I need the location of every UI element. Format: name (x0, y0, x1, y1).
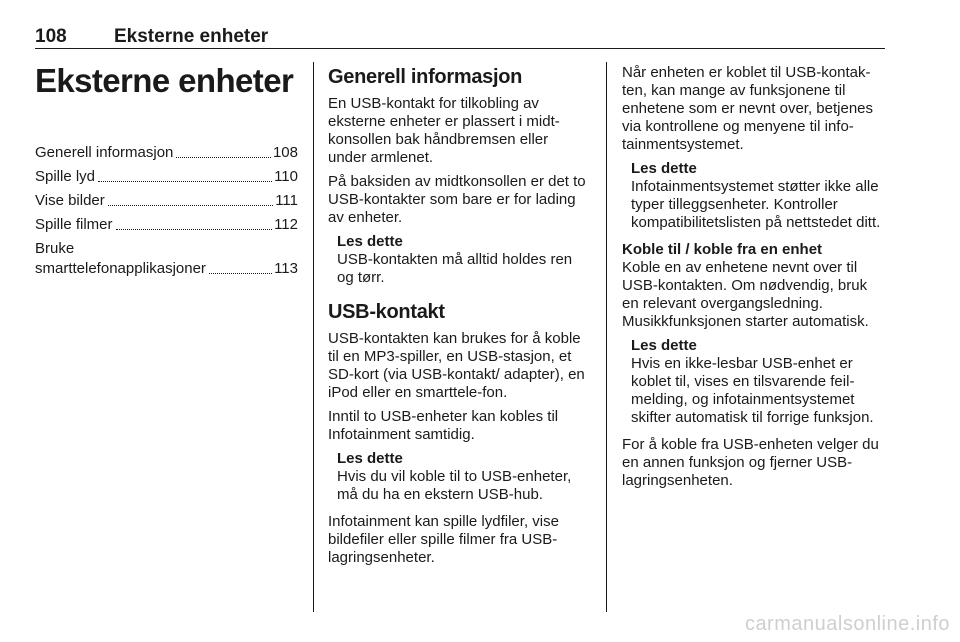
column-divider (606, 62, 607, 612)
paragraph: For å koble fra USB-enheten velger du en annen funksjon og fjerner USB-lagringsenheten. (622, 436, 879, 489)
note-heading: Les dette (631, 337, 697, 354)
toc-label: Spille filmer (35, 216, 113, 233)
watermark: carmanualsonline.info (744, 613, 950, 635)
toc-label: Vise bilder (35, 192, 105, 209)
toc-entry[interactable] (35, 167, 298, 187)
toc-leader (108, 205, 273, 206)
toc-entry[interactable] (35, 239, 298, 279)
note-body: Hvis du vil koble til to USB-enheter, må du ha en ekstern USB-hub. (337, 468, 572, 503)
column-3 (622, 64, 886, 496)
chapter-title: Eksterne enheter (35, 62, 294, 99)
toc-page: 113 (274, 260, 298, 277)
toc-entry[interactable] (35, 191, 298, 211)
toc-label: Generell informasjon (35, 144, 174, 161)
toc-leader (176, 157, 271, 158)
note-body: Infotainmentsystemet støtter ikke alle typer tilleggsenheter. Kontroller kompatibilitetslisten på nettstedet ditt. (631, 178, 881, 231)
toc-page: 108 (272, 144, 298, 161)
subheading: Koble til / koble fra en enhet (622, 241, 823, 258)
page-number: 108 (35, 26, 67, 47)
running-header-title: Eksterne enheter (114, 26, 269, 47)
toc-leader (98, 181, 272, 182)
note-body: Hvis en ikke-lesbar USB-enhet er koblet til, vises en tilsvarende feil-melding, og infotainmentsystemet skifter automatisk til forrige funksjon. (631, 355, 874, 426)
note-box (337, 450, 590, 504)
toc-page: 110 (274, 168, 298, 185)
paragraph: Musikkfunksjonen starter automatisk. (622, 313, 869, 330)
section-title: USB-kontakt (328, 301, 445, 323)
paragraph: Inntil to USB-enheter kan kobles til Infotainment samtidig. (328, 408, 559, 443)
note-box (337, 233, 590, 287)
toc-label: Spille lyd (35, 168, 96, 185)
note-box (631, 160, 886, 232)
column-divider (313, 62, 314, 612)
toc-label: Bruke smarttelefonapplikasjoner (35, 240, 206, 277)
note-body: USB-kontakten må alltid holdes ren og tørr. (337, 251, 573, 286)
toc-leader (116, 229, 273, 230)
page-header (35, 26, 885, 50)
toc-page: 112 (274, 216, 298, 233)
table-of-contents (35, 143, 298, 279)
paragraph: USB-kontakten kan brukes for å koble til en MP3-spiller, en USB-stasjon, et SD-kort (via USB-kontakt/ adapter), en iPod eller en smarttele-fon. (328, 330, 585, 401)
note-box (631, 337, 886, 427)
toc-leader (209, 273, 272, 274)
section-title: Generell informasjon (328, 66, 523, 88)
note-heading: Les dette (631, 160, 697, 177)
column-2 (328, 64, 590, 573)
paragraph: En USB-kontakt for tilkobling av eksterne enheter er plassert i midt-konsollen bak håndbremsen eller under armlenet. (328, 95, 560, 166)
note-heading: Les dette (337, 450, 403, 467)
header-rule (35, 48, 885, 49)
paragraph: Koble en av enhetene nevnt over til USB-kontakten. Om nødvendig, bruk en relevant overgangsledning. (622, 259, 868, 312)
paragraph: Infotainment kan spille lydfiler, vise bildefiler eller spille filmer fra USB-lagringsenheter. (328, 513, 559, 566)
column-1 (35, 62, 298, 283)
toc-entry[interactable] (35, 143, 298, 163)
toc-entry[interactable] (35, 215, 298, 235)
paragraph: Når enheten er koblet til USB-kontak-ten, kan mange av funksjonene til enhetene som er nevnt over, betjenes via kontrollene og menyene til info-tainmentsystemet. (622, 64, 874, 153)
toc-page: 111 (275, 192, 298, 209)
paragraph: På baksiden av midtkonsollen er det to USB-kontakter som bare er for lading av enheter. (328, 173, 586, 226)
note-heading: Les dette (337, 233, 403, 250)
